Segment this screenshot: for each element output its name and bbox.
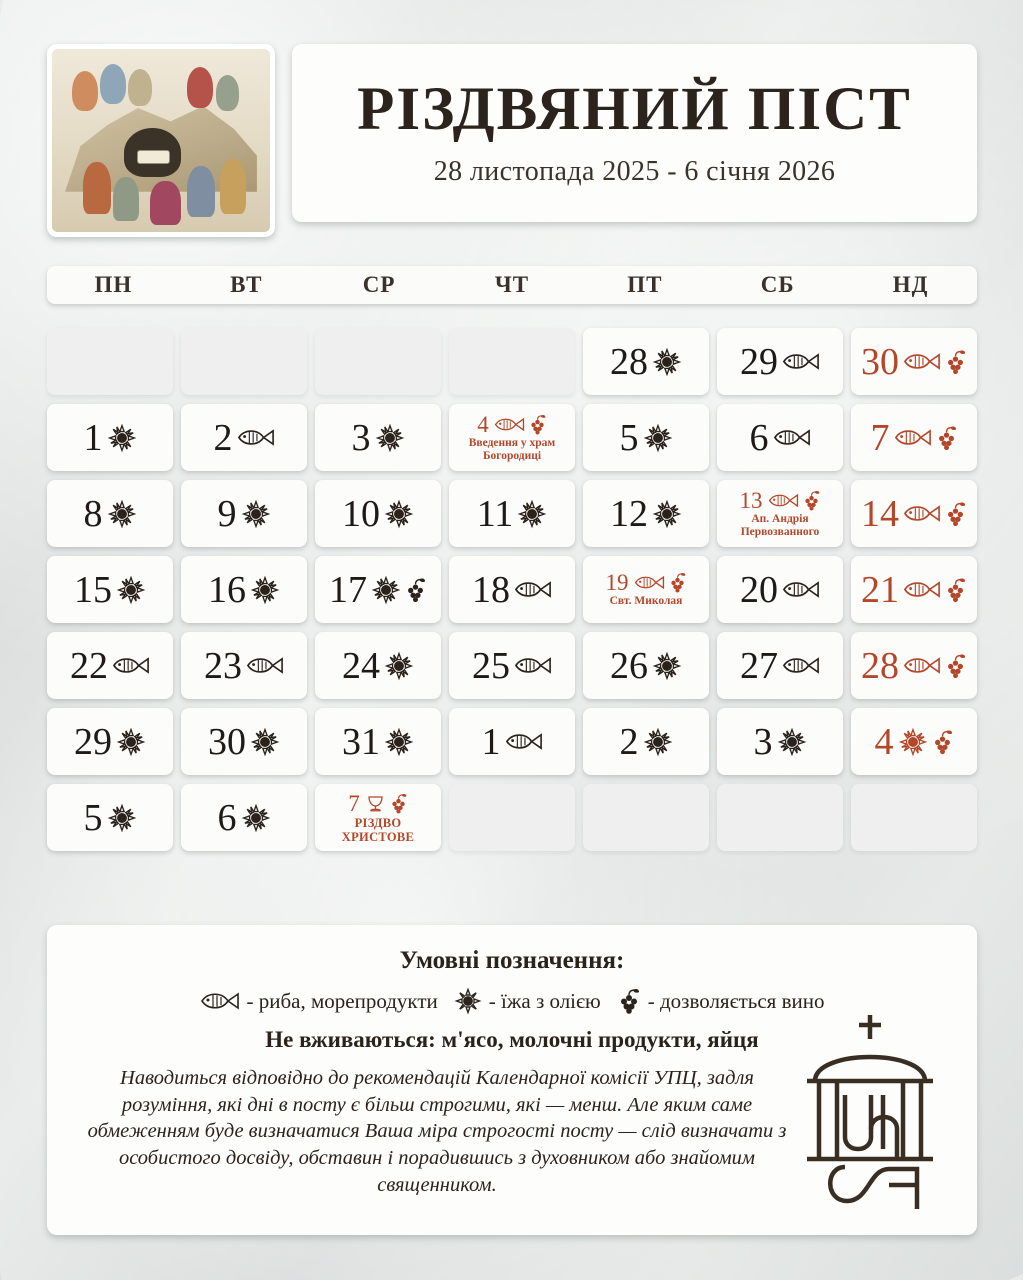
grapes-icon <box>931 728 954 756</box>
day-cell <box>851 708 977 775</box>
fish-icon <box>768 491 799 510</box>
day-number: 23 <box>204 644 242 687</box>
oil-flower-icon <box>898 727 928 757</box>
day-number: 3 <box>753 720 773 763</box>
grapes-icon <box>944 652 967 680</box>
fish-icon <box>634 573 665 592</box>
day-number: 5 <box>619 416 639 459</box>
weekday-sun: НД <box>892 272 929 297</box>
day-cell-empty <box>315 328 441 395</box>
day-number: 24 <box>342 644 380 687</box>
day-number: 4 <box>874 720 894 763</box>
day-cell <box>47 632 173 699</box>
grapes-icon <box>617 987 641 1015</box>
fish-icon <box>246 654 284 677</box>
fish-icon <box>237 426 275 449</box>
day-icons <box>643 423 673 453</box>
fish-icon <box>200 989 240 1013</box>
oil-flower-icon <box>250 727 280 757</box>
day-icons <box>246 654 284 677</box>
day-cell <box>851 632 977 699</box>
day-icons <box>375 423 405 453</box>
grapes-icon <box>935 424 958 452</box>
day-icons <box>652 651 682 681</box>
day-icons <box>634 571 687 594</box>
day-cell <box>47 784 173 851</box>
day-cell <box>181 784 307 851</box>
day-icons <box>116 727 146 757</box>
day-icons <box>384 499 414 529</box>
day-cell <box>583 404 709 471</box>
day-number: 22 <box>70 644 108 687</box>
day-number: 2 <box>619 720 639 763</box>
day-number: 27 <box>740 644 778 687</box>
day-number: 29 <box>74 720 112 763</box>
fish-icon <box>514 578 552 601</box>
grapes-icon <box>944 576 967 604</box>
day-cell <box>315 784 441 851</box>
day-cell <box>47 480 173 547</box>
day-icons <box>116 575 146 605</box>
day-icons <box>903 500 967 528</box>
day-icons <box>365 792 408 815</box>
day-icons <box>782 350 820 373</box>
day-number: 6 <box>217 796 237 839</box>
oil-flower-icon <box>107 423 137 453</box>
fish-icon <box>903 502 941 525</box>
day-cell-empty <box>47 328 173 395</box>
day-number: 21 <box>861 568 899 611</box>
day-icons <box>514 578 552 601</box>
weekday-fri: ПТ <box>627 272 663 297</box>
legend-forbidden: Не вживаються: м'ясо, молочні продукти, яйця <box>265 1027 759 1052</box>
fish-icon <box>903 578 941 601</box>
day-number: 14 <box>861 492 899 535</box>
day-icons <box>773 426 811 449</box>
day-icons <box>107 803 137 833</box>
fish-icon <box>112 654 150 677</box>
day-number: 29 <box>740 340 778 383</box>
day-cell <box>851 328 977 395</box>
oil-flower-icon <box>384 727 414 757</box>
weekday-tue: ВТ <box>230 272 263 297</box>
day-cell <box>47 404 173 471</box>
day-cell-empty <box>181 328 307 395</box>
day-number: 31 <box>342 720 380 763</box>
day-number: 25 <box>472 644 510 687</box>
day-cell <box>583 328 709 395</box>
day-icons <box>514 654 552 677</box>
day-number: 3 <box>351 416 371 459</box>
day-cell <box>315 632 441 699</box>
oil-flower-icon <box>652 347 682 377</box>
day-number: 10 <box>342 492 380 535</box>
fish-icon <box>773 426 811 449</box>
header <box>47 44 977 237</box>
day-icons <box>237 426 275 449</box>
day-icons <box>107 499 137 529</box>
day-number: 28 <box>610 340 648 383</box>
day-cell-empty <box>717 784 843 851</box>
fish-icon <box>514 654 552 677</box>
day-icons <box>517 499 547 529</box>
day-cell <box>47 556 173 623</box>
day-number: 8 <box>83 492 103 535</box>
day-cell-empty <box>449 328 575 395</box>
oil-flower-icon <box>250 575 280 605</box>
grapes-icon <box>944 348 967 376</box>
grapes-icon <box>668 571 687 594</box>
day-cell <box>851 404 977 471</box>
day-icons <box>241 803 271 833</box>
day-cell <box>181 556 307 623</box>
oil-flower-icon <box>116 727 146 757</box>
day-number: 18 <box>472 568 510 611</box>
page-title: РІЗДВЯНИЙ ПІСТ <box>357 75 912 143</box>
grapes-icon <box>389 792 408 815</box>
grapes-icon <box>404 576 427 604</box>
legend-label-oil: - їжа з олією <box>488 988 601 1013</box>
oil-flower-icon <box>454 987 482 1015</box>
day-cell <box>449 404 575 471</box>
day-grid <box>47 328 977 851</box>
day-note: РІЗДВО ХРИСТОВЕ <box>341 815 415 844</box>
day-cell-empty <box>583 784 709 851</box>
day-number: 15 <box>74 568 112 611</box>
day-number: 7 <box>870 416 890 459</box>
day-icons <box>112 654 150 677</box>
oil-flower-icon <box>116 575 146 605</box>
day-cell <box>181 708 307 775</box>
day-cell <box>315 708 441 775</box>
oil-flower-icon <box>777 727 807 757</box>
oil-flower-icon <box>384 499 414 529</box>
weekday-sat: СБ <box>760 272 795 297</box>
day-icons <box>903 576 967 604</box>
day-cell <box>315 404 441 471</box>
day-cell <box>583 556 709 623</box>
legend-label-wine: - дозволяється вино <box>647 988 825 1013</box>
day-icons <box>384 651 414 681</box>
upc-monogram-icon <box>785 1009 955 1219</box>
fish-icon <box>903 654 941 677</box>
day-note: Свт. Миколая <box>609 595 683 608</box>
day-number: 4 <box>477 411 489 437</box>
day-cell <box>851 556 977 623</box>
fish-icon <box>505 730 543 753</box>
day-number: 2 <box>213 416 233 459</box>
fish-icon <box>782 654 820 677</box>
weekday-thu: ЧТ <box>494 272 530 297</box>
day-number: 20 <box>740 568 778 611</box>
oil-flower-icon <box>643 423 673 453</box>
day-icons <box>903 652 967 680</box>
oil-flower-icon <box>241 499 271 529</box>
day-number: 11 <box>476 492 514 535</box>
day-icons <box>250 727 280 757</box>
day-icons <box>894 424 958 452</box>
day-icons <box>777 727 807 757</box>
day-number: 16 <box>208 568 246 611</box>
day-cell-empty <box>851 784 977 851</box>
day-icons <box>384 727 414 757</box>
oil-flower-icon <box>517 499 547 529</box>
weekday-wed: СР <box>362 272 396 297</box>
fish-icon <box>894 426 932 449</box>
day-number: 17 <box>329 568 367 611</box>
day-cell <box>449 556 575 623</box>
day-icons <box>782 578 820 601</box>
day-number: 1 <box>481 720 501 763</box>
fish-icon <box>494 415 525 434</box>
day-cell <box>851 480 977 547</box>
fish-icon <box>903 350 941 373</box>
oil-flower-icon <box>384 651 414 681</box>
day-cell <box>717 708 843 775</box>
day-icons <box>250 575 280 605</box>
day-number: 26 <box>610 644 648 687</box>
day-icons <box>494 413 547 436</box>
grapes-icon <box>528 413 547 436</box>
legend-heading: Умовні позначення: <box>399 947 625 974</box>
day-icons <box>903 348 967 376</box>
weekday-bar <box>47 266 977 304</box>
day-icons <box>107 423 137 453</box>
legend-panel <box>47 925 977 1235</box>
oil-flower-icon <box>371 575 401 605</box>
day-note: Ап. Андрія Первозванного <box>740 512 820 538</box>
day-cell <box>181 480 307 547</box>
legend-item-oil <box>454 987 601 1015</box>
nativity-icon-card <box>47 44 275 237</box>
grapes-icon <box>802 489 821 512</box>
day-icons <box>241 499 271 529</box>
title-card <box>292 44 977 222</box>
day-icons <box>505 730 543 753</box>
day-icons <box>652 499 682 529</box>
day-number: 6 <box>749 416 769 459</box>
day-cell <box>315 556 441 623</box>
day-number: 7 <box>348 790 360 816</box>
legend-note: Наводиться відповідно до рекомендацій Календарної комісії УПЦ, задля розуміння, які дні в посту є більш строгими, які — менш. Але яким саме обмеженням буде визначатися Ваша міра строгості посту — слід визначати з особистого досвіду, обставин і порадившись з духовником або знайомим священником. <box>87 1067 787 1196</box>
day-cell <box>583 708 709 775</box>
day-number: 28 <box>861 644 899 687</box>
page-subtitle: 28 листопада 2025 - 6 січня 2026 <box>433 155 836 187</box>
legend-label-fish: - риба, морепродукти <box>246 988 438 1013</box>
day-icons <box>652 347 682 377</box>
weekday-mon: ПН <box>94 272 133 297</box>
oil-flower-icon <box>643 727 673 757</box>
day-cell <box>449 480 575 547</box>
fish-icon <box>782 578 820 601</box>
legend-item-fish <box>200 989 438 1014</box>
day-cell <box>315 480 441 547</box>
oil-flower-icon <box>652 499 682 529</box>
day-cell <box>717 404 843 471</box>
day-cell <box>717 556 843 623</box>
day-cell <box>717 328 843 395</box>
oil-flower-icon <box>107 803 137 833</box>
day-cell-empty <box>449 784 575 851</box>
oil-flower-icon <box>652 651 682 681</box>
chalice-icon <box>365 793 386 814</box>
nativity-icon <box>52 49 270 232</box>
oil-flower-icon <box>375 423 405 453</box>
day-icons <box>768 489 821 512</box>
day-cell <box>583 480 709 547</box>
day-cell <box>47 708 173 775</box>
grapes-icon <box>944 500 967 528</box>
day-cell <box>449 708 575 775</box>
day-number: 5 <box>83 796 103 839</box>
day-cell <box>181 404 307 471</box>
day-number: 30 <box>208 720 246 763</box>
oil-flower-icon <box>107 499 137 529</box>
day-number: 30 <box>861 340 899 383</box>
day-cell <box>583 632 709 699</box>
fish-icon <box>782 350 820 373</box>
day-icons <box>643 727 673 757</box>
day-note: Введення у храм Богородиці <box>468 436 556 462</box>
day-number: 9 <box>217 492 237 535</box>
day-cell <box>181 632 307 699</box>
day-icons <box>898 727 954 757</box>
day-icons <box>371 575 427 605</box>
oil-flower-icon <box>241 803 271 833</box>
day-cell <box>717 480 843 547</box>
day-number: 12 <box>610 492 648 535</box>
day-cell <box>449 632 575 699</box>
day-number: 13 <box>739 487 763 513</box>
day-number: 1 <box>83 416 103 459</box>
day-number: 19 <box>605 570 629 596</box>
day-cell <box>717 632 843 699</box>
day-icons <box>782 654 820 677</box>
